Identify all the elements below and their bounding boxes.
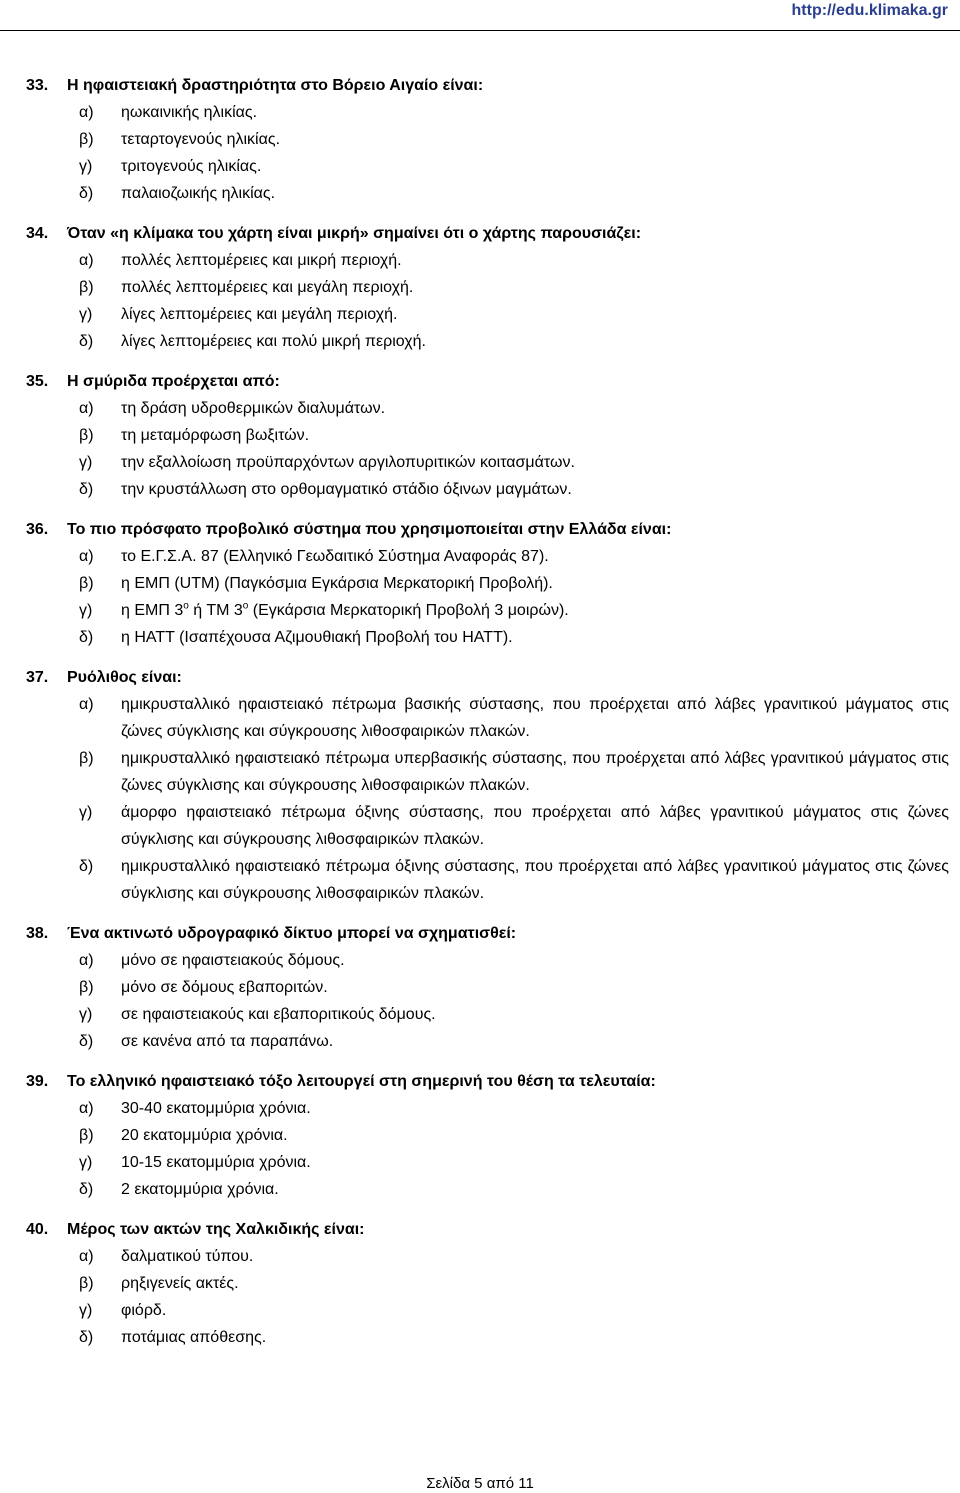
- option-text: η ΗΑΤΤ (Ισαπέχουσα Αζιμουθιακή Προβολή του ΗΑΤΤ).: [121, 629, 513, 646]
- option-label: δ): [79, 1329, 94, 1346]
- option-text: τεταρτογενούς ηλικίας.: [121, 131, 281, 148]
- option-c: [0, 153, 960, 180]
- option-text: μόνο σε δόμους εβαποριτών.: [121, 979, 328, 996]
- question-34: [0, 220, 960, 355]
- option-a: [0, 947, 960, 974]
- option-b: [0, 422, 960, 449]
- option-c: [0, 1149, 960, 1176]
- option-label: β): [79, 575, 94, 592]
- option-a: [0, 1243, 960, 1270]
- option-label: γ): [79, 1302, 93, 1319]
- option-label: γ): [79, 602, 93, 619]
- option-b: [0, 745, 960, 799]
- option-text: [121, 597, 949, 624]
- question-number: 38.: [26, 925, 49, 942]
- option-c: [0, 301, 960, 328]
- option-text: άμορφο ηφαιστειακό πέτρωμα όξινης σύστασης, που προέρχεται από λάβες γρανιτικού μάγματος στις ζώνες σύγκλισης και σύγκρουσης λιθοσφαιρικών πλακών.: [121, 804, 949, 848]
- option-label: α): [79, 252, 94, 269]
- option-text: ποτάμιας απόθεσης.: [121, 1329, 267, 1346]
- option-text: μόνο σε ηφαιστειακούς δόμους.: [121, 952, 345, 969]
- question-text: Μέρος των ακτών της Χαλκιδικής είναι:: [67, 1221, 365, 1238]
- option-d: [0, 1324, 960, 1351]
- option-b: [0, 570, 960, 597]
- option-text: λίγες λεπτομέρειες και μεγάλη περιοχή.: [121, 306, 398, 323]
- option-d: [0, 476, 960, 503]
- option-label: γ): [79, 1006, 93, 1023]
- option-label: γ): [79, 1154, 93, 1171]
- option-label: β): [79, 750, 94, 767]
- option-b: [0, 974, 960, 1001]
- question-40: [0, 1216, 960, 1351]
- option-text: σε ηφαιστειακούς και εβαποριτικούς δόμους.: [121, 1006, 436, 1023]
- option-d: [0, 624, 960, 651]
- option-d: [0, 328, 960, 355]
- question-number: 36.: [26, 521, 49, 538]
- option-text: τριτογενούς ηλικίας.: [121, 158, 262, 175]
- option-a: [0, 395, 960, 422]
- option-text: τη μεταμόρφωση βωξιτών.: [121, 427, 310, 444]
- option-label: β): [79, 979, 94, 996]
- option-text-part: η ΕΜΠ 3: [121, 602, 184, 619]
- option-c: [0, 1001, 960, 1028]
- question-number: 37.: [26, 669, 49, 686]
- option-d: [0, 853, 960, 907]
- option-c: [0, 597, 960, 624]
- option-text: παλαιοζωικής ηλικίας.: [121, 185, 276, 202]
- option-text: λίγες λεπτομέρειες και πολύ μικρή περιοχή.: [121, 333, 426, 350]
- option-label: α): [79, 548, 94, 565]
- option-text: την εξαλλοίωση προϋπαρχόντων αργιλοπυριτικών κοιτασμάτων.: [121, 454, 575, 471]
- option-text: 10-15 εκατομμύρια χρόνια.: [121, 1154, 311, 1171]
- degree-superscript: ο: [242, 600, 249, 612]
- question-number: 39.: [26, 1073, 49, 1090]
- option-text: τη δράση υδροθερμικών διαλυμάτων.: [121, 400, 386, 417]
- option-label: γ): [79, 804, 93, 821]
- question-text: Η σμύριδα προέρχεται από:: [67, 373, 280, 390]
- option-text-part: ή ΤΜ 3: [188, 602, 243, 619]
- option-label: β): [79, 279, 94, 296]
- question-37: [0, 664, 960, 907]
- option-label: β): [79, 131, 94, 148]
- option-text: 20 εκατομμύρια χρόνια.: [121, 1127, 288, 1144]
- question-text: Ρυόλιθος είναι:: [67, 669, 182, 686]
- question-text: Η ηφαιστειακή δραστηριότητα στο Βόρειο Αιγαίο είναι:: [67, 77, 484, 94]
- option-label: β): [79, 1127, 94, 1144]
- question-number: 40.: [26, 1221, 49, 1238]
- option-b: [0, 1270, 960, 1297]
- option-label: α): [79, 696, 94, 713]
- option-a: [0, 1095, 960, 1122]
- question-38: [0, 920, 960, 1055]
- option-text: δαλματικού τύπου.: [121, 1248, 254, 1265]
- option-text: ημικρυσταλλικό ηφαιστειακό πέτρωμα βασικής σύστασης, που προέρχεται από λάβες γρανιτικού μάγματος στις ζώνες σύγκλισης και σύγκρουσης λιθοσφαιρικών πλακών.: [121, 696, 949, 740]
- option-text: πολλές λεπτομέρειες και μεγάλη περιοχή.: [121, 279, 414, 296]
- option-label: β): [79, 427, 94, 444]
- option-text: πολλές λεπτομέρειες και μικρή περιοχή.: [121, 252, 402, 269]
- option-text-part: (Εγκάρσια Μερκατορική Προβολή 3 μοιρών).: [248, 602, 569, 619]
- option-label: δ): [79, 629, 94, 646]
- option-c: [0, 799, 960, 853]
- option-a: [0, 99, 960, 126]
- option-label: α): [79, 952, 94, 969]
- option-label: δ): [79, 1033, 94, 1050]
- option-a: [0, 543, 960, 570]
- option-b: [0, 1122, 960, 1149]
- option-label: γ): [79, 306, 93, 323]
- question-33: [0, 72, 960, 207]
- option-label: δ): [79, 333, 94, 350]
- question-number: 35.: [26, 373, 49, 390]
- option-a: [0, 247, 960, 274]
- option-d: [0, 180, 960, 207]
- option-b: [0, 274, 960, 301]
- option-label: δ): [79, 185, 94, 202]
- question-text: Το πιο πρόσφατο προβολικό σύστημα που χρησιμοποιείται στην Ελλάδα είναι:: [67, 521, 672, 538]
- option-label: δ): [79, 858, 94, 875]
- question-text: Όταν «η κλίμακα του χάρτη είναι μικρή» σημαίνει ότι ο χάρτης παρουσιάζει:: [67, 225, 642, 242]
- option-text: σε κανένα από τα παραπάνω.: [121, 1033, 334, 1050]
- option-d: [0, 1028, 960, 1055]
- option-a: [0, 691, 960, 745]
- option-c: [0, 449, 960, 476]
- option-text: 30-40 εκατομμύρια χρόνια.: [121, 1100, 311, 1117]
- option-c: [0, 1297, 960, 1324]
- option-label: α): [79, 1100, 94, 1117]
- site-url-link[interactable]: http://edu.klimaka.gr: [791, 2, 948, 19]
- option-text: η ΕΜΠ (UTM) (Παγκόσμια Εγκάρσια Μερκατορική Προβολή).: [121, 575, 553, 592]
- question-number: 34.: [26, 225, 49, 242]
- option-text: ημικρυσταλλικό ηφαιστειακό πέτρωμα όξινης σύστασης, που προέρχεται από λάβες γρανιτικού μάγματος στις ζώνες σύγκλισης και σύγκρουσης λιθοσφαιρικών πλακών.: [121, 858, 949, 902]
- option-label: γ): [79, 158, 93, 175]
- option-text: 2 εκατομμύρια χρόνια.: [121, 1181, 279, 1198]
- question-text: Ένα ακτινωτό υδρογραφικό δίκτυο μπορεί να σχηματισθεί:: [67, 925, 517, 942]
- option-label: α): [79, 104, 94, 121]
- option-label: α): [79, 1248, 94, 1265]
- question-number: 33.: [26, 77, 49, 94]
- option-label: γ): [79, 454, 93, 471]
- option-label: β): [79, 1275, 94, 1292]
- option-label: δ): [79, 1181, 94, 1198]
- option-d: [0, 1176, 960, 1203]
- option-label: α): [79, 400, 94, 417]
- question-35: [0, 368, 960, 503]
- option-text: φιόρδ.: [121, 1302, 167, 1319]
- option-text: ρηξιγενείς ακτές.: [121, 1275, 239, 1292]
- header-divider: [0, 30, 960, 31]
- option-text: ημικρυσταλλικό ηφαιστειακό πέτρωμα υπερβασικής σύστασης, που προέρχεται από λάβες γρανιτικού μάγματος στις ζώνες σύγκλισης και σύγκρουσης λιθοσφαιρικών πλακών.: [121, 750, 949, 794]
- degree-superscript: ο: [183, 600, 189, 612]
- option-text: ηωκαινικής ηλικίας.: [121, 104, 258, 121]
- question-text: Το ελληνικό ηφαιστειακό τόξο λειτουργεί στη σημερινή του θέση τα τελευταία:: [67, 1073, 656, 1090]
- option-text: το Ε.Γ.Σ.Α. 87 (Ελληνικό Γεωδαιτικό Σύστημα Αναφοράς 87).: [121, 548, 549, 565]
- option-text: την κρυστάλλωση στο ορθομαγματικό στάδιο όξινων μαγμάτων.: [121, 481, 572, 498]
- questions-list: [0, 72, 960, 1364]
- question-39: [0, 1068, 960, 1203]
- page-number-footer: Σελίδα 5 από 11: [426, 1475, 534, 1492]
- option-label: δ): [79, 481, 94, 498]
- question-36: [0, 516, 960, 651]
- option-b: [0, 126, 960, 153]
